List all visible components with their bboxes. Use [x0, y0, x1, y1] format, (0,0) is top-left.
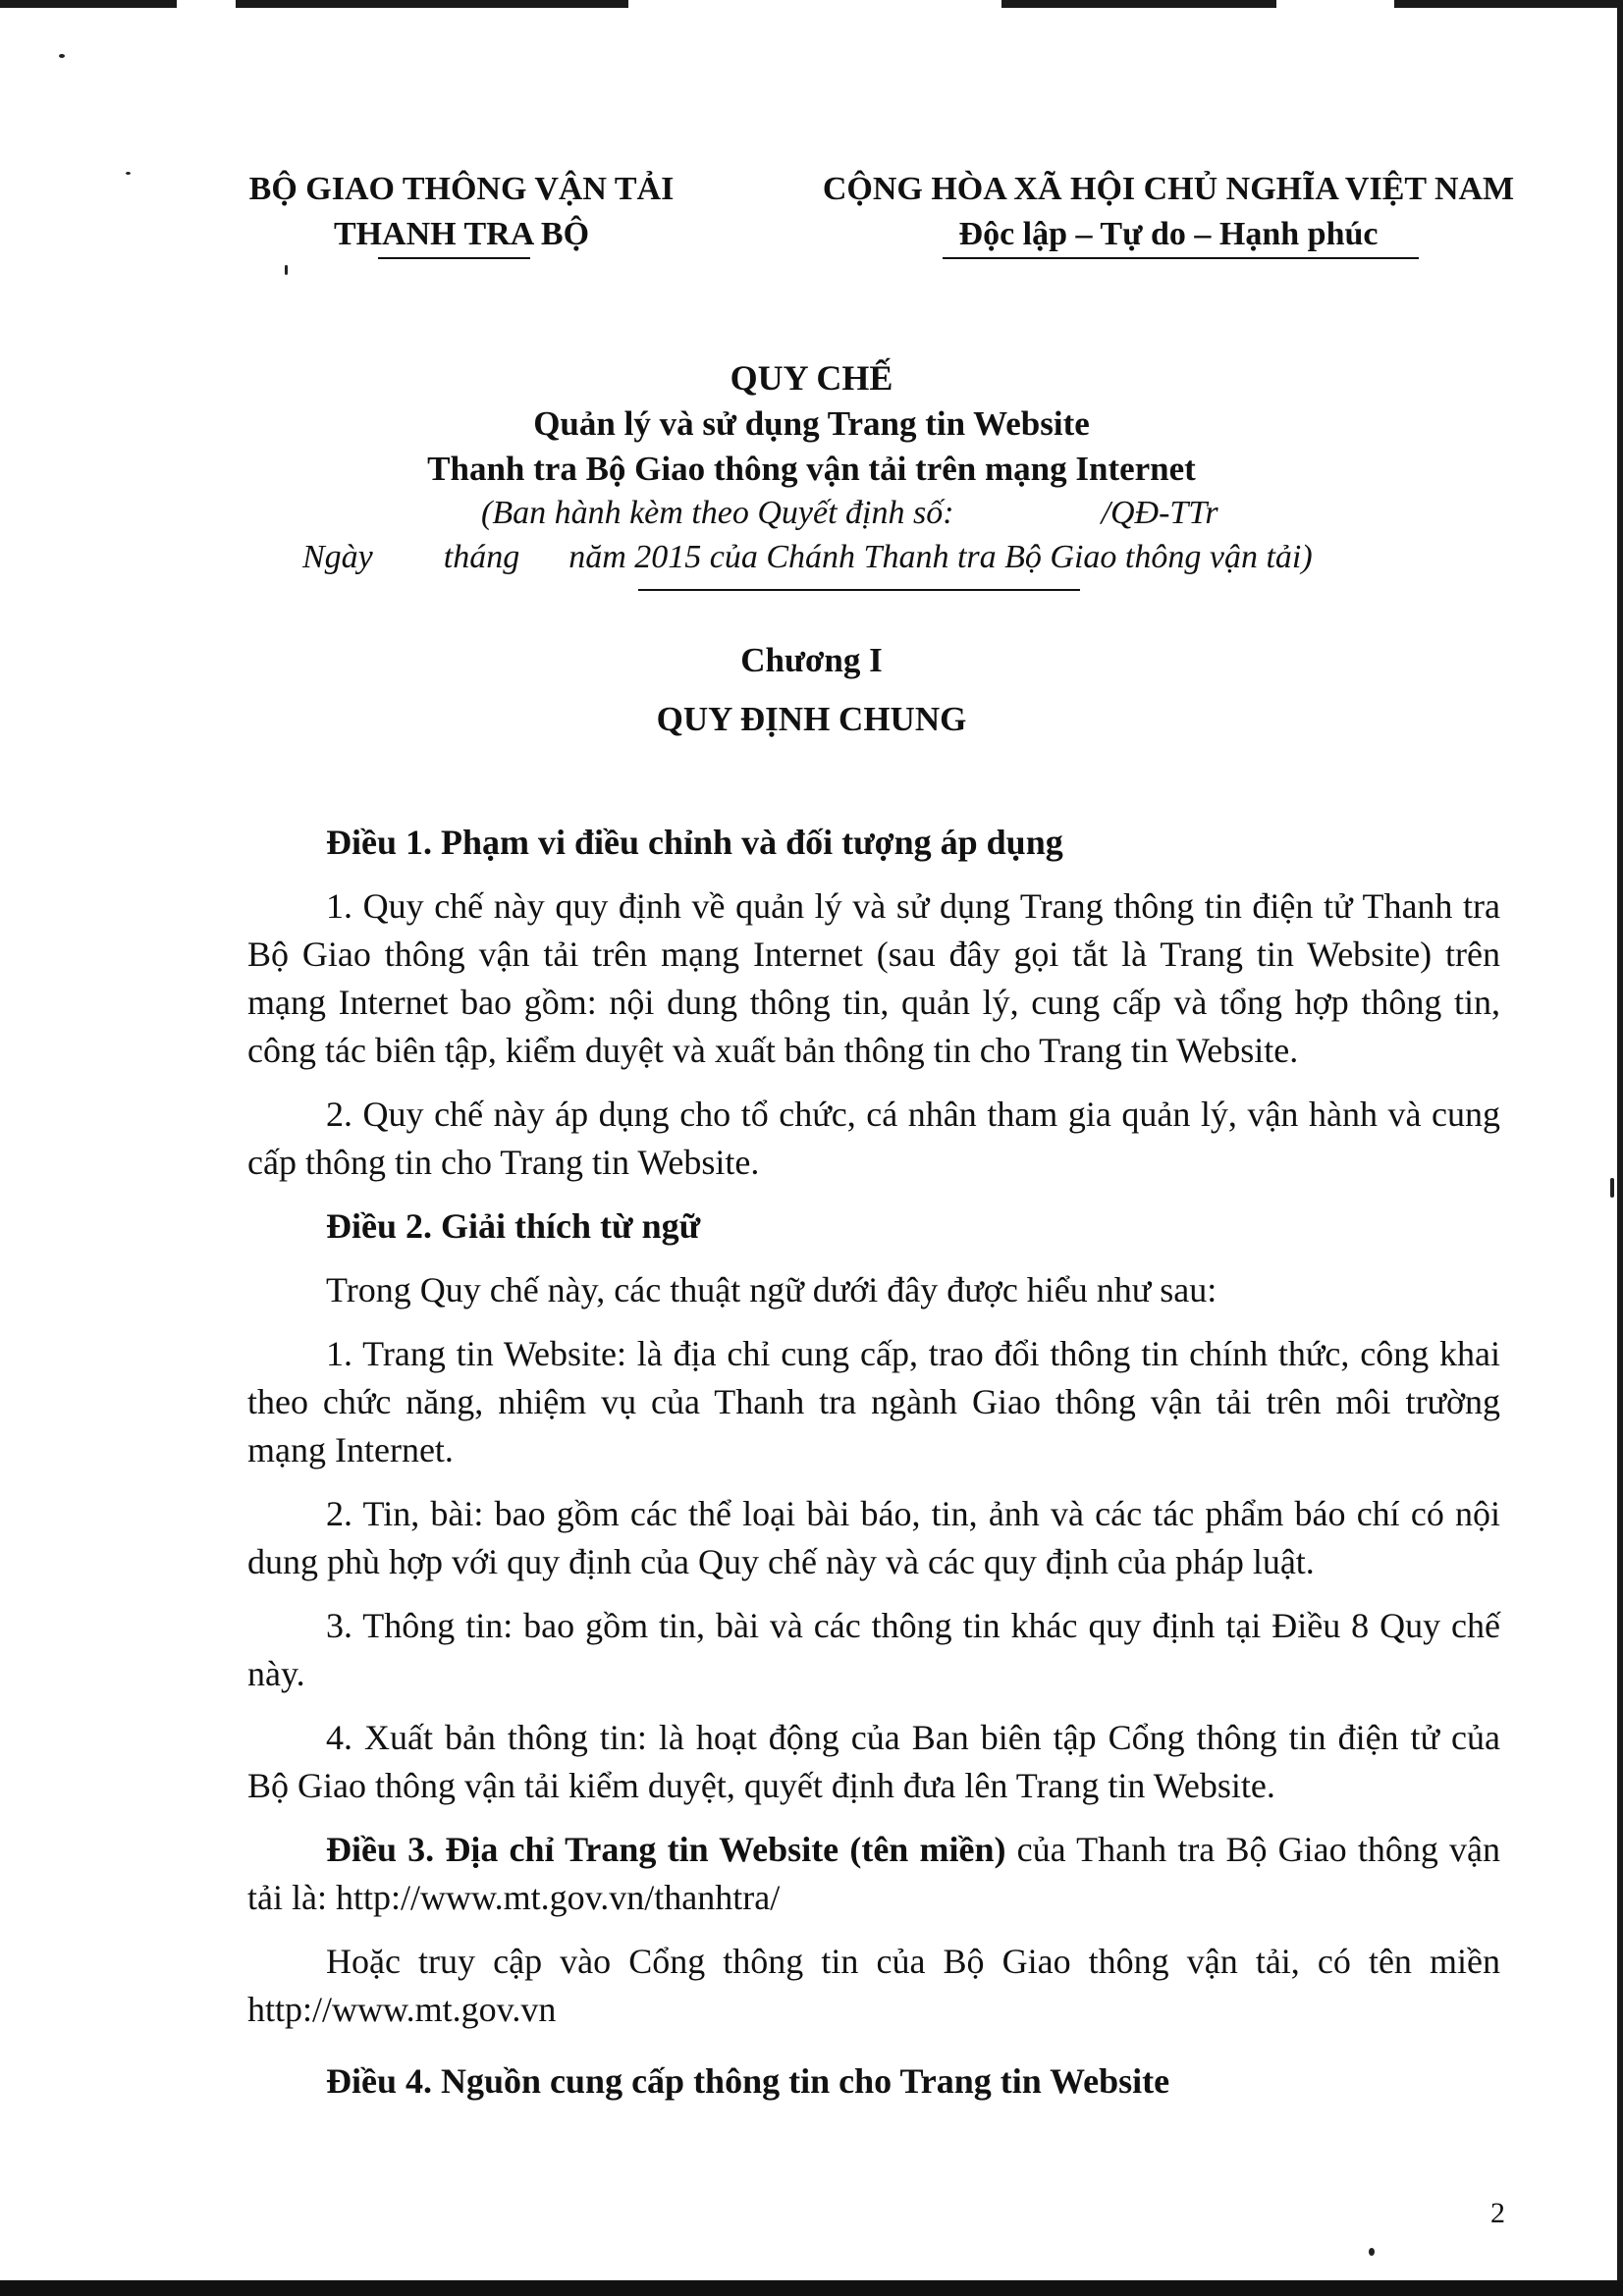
issuance-line-1 — [481, 491, 1218, 536]
article-3-text: của Thanh tra Bộ Giao thông vận tải là: http://www.mt.gov.vn/thanhtra/ — [247, 1830, 1500, 1917]
chapter-title: QUY ĐỊNH CHUNG — [656, 700, 967, 738]
article-2-paragraph-3: 3. Thông tin: bao gồm tin, bài và các thông tin khác quy định tại Điều 8 Quy chế này. — [247, 1606, 1500, 1693]
motto-underline — [943, 257, 1419, 259]
scan-speck — [1369, 2248, 1375, 2256]
agency-unit: THANH TRA BỘ — [333, 216, 590, 252]
nation-name: CỘNG HÒA XÃ HỘI CHỦ NGHĨA VIỆT NAM — [822, 171, 1515, 207]
article-1-paragraph-1: 1. Quy chế này quy định về quản lý và sử dụng Trang thông tin điện tử Thanh tra Bộ Giao thông vận tải trên mạng Internet (sau đây gọi tắt là Trang tin Website) trên mạng Internet bao gồm: nội dung thông tin, quản lý, cung cấp và tổng hợp thông tin, công tác biên tập, kiểm duyệt và xuất bản thông tin cho Trang tin Website. — [247, 886, 1500, 1070]
issuance-rest: năm 2015 của Chánh Thanh tra Bộ Giao thông vận tải) — [568, 539, 1313, 575]
agency-underline — [378, 257, 530, 259]
page-number: 2 — [1490, 2197, 1505, 2229]
scan-speck — [126, 172, 131, 175]
issuance-month: tháng — [443, 539, 520, 575]
article-1-paragraph-2: 2. Quy chế này áp dụng cho tổ chức, cá nhân tham gia quản lý, vận hành và cung cấp thông tin cho Trang tin Website. — [247, 1095, 1500, 1182]
scan-speck — [285, 265, 288, 275]
article-3-paragraph-1 — [247, 1826, 1500, 1922]
scan-border-bottom — [0, 2280, 1623, 2296]
issuance-prefix: (Ban hành kèm theo Quyết định số: — [481, 495, 954, 531]
agency-name: BỘ GIAO THÔNG VẬN TẢI — [248, 171, 675, 207]
scan-border-right — [1617, 0, 1623, 2296]
title-underline — [638, 589, 1080, 591]
article-3-heading: Điều 3. Địa chỉ Trang tin Website (tên miền) — [326, 1830, 1006, 1869]
document-title: QUY CHẾ — [730, 358, 893, 398]
nation-header — [776, 167, 1561, 257]
article-1-heading: Điều 1. Phạm vi điều chỉnh và đối tượng áp dụng — [326, 823, 1063, 862]
scan-speck — [1610, 1178, 1614, 1198]
article-2-heading: Điều 2. Giải thích từ ngữ — [326, 1206, 701, 1246]
document-subtitle-2: Thanh tra Bộ Giao thông vận tải trên mạng Internet — [427, 450, 1196, 488]
article-2-intro: Trong Quy chế này, các thuật ngữ dưới đây được hiểu như sau: — [326, 1270, 1217, 1309]
document-body — [247, 819, 1500, 2106]
document-subtitle-1: Quản lý và sử dụng Trang tin Website — [533, 404, 1090, 443]
article-4-heading: Điều 4. Nguồn cung cấp thông tin cho Trang tin Website — [326, 2061, 1170, 2101]
issuance-line-2 — [302, 535, 1313, 580]
article-2-paragraph-2: 2. Tin, bài: bao gồm các thể loại bài báo, tin, ảnh và các tác phẩm báo chí có nội dung phù hợp với quy định của Quy chế này và các quy định của pháp luật. — [247, 1494, 1500, 1581]
article-2-paragraph-1: 1. Trang tin Website: là địa chỉ cung cấp, trao đổi thông tin chính thức, công khai theo chức năng, nhiệm vụ của Thanh tra ngành Giao thông vận tải trên môi trường mạng Internet. — [247, 1334, 1500, 1469]
scan-border-top — [0, 0, 1623, 8]
issuance-number-suffix: /QĐ-TTr — [1101, 495, 1218, 531]
chapter-number: Chương I — [740, 641, 883, 679]
article-3-paragraph-2: Hoặc truy cập vào Cổng thông tin của Bộ Giao thông vận tải, có tên miền http://www.mt.gov.vn — [247, 1942, 1500, 2029]
agency-header — [196, 167, 727, 257]
issuance-day: Ngày — [302, 539, 373, 575]
article-2-paragraph-4: 4. Xuất bản thông tin: là hoạt động của Ban biên tập Cổng thông tin điện tử của Bộ Giao thông vận tải kiểm duyệt, quyết định đưa lên Trang tin Website. — [247, 1718, 1500, 1805]
nation-motto: Độc lập – Tự do – Hạnh phúc — [958, 216, 1379, 252]
scan-speck — [59, 54, 65, 58]
